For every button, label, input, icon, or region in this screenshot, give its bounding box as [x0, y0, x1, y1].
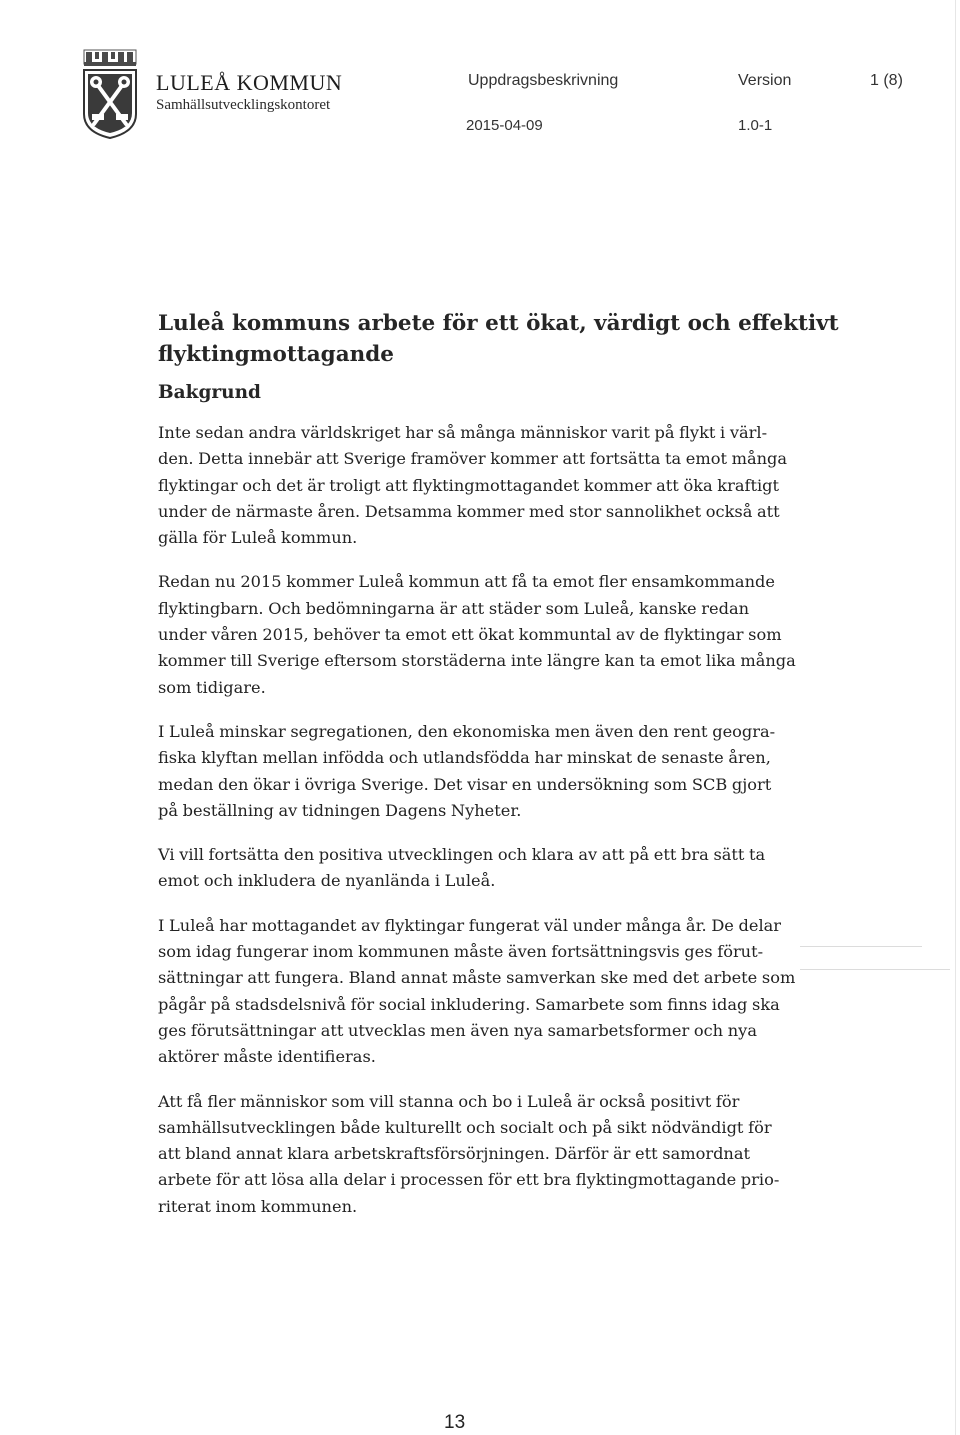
paragraph [158, 842, 818, 895]
scan-artifact-line [800, 969, 950, 970]
text-line: gälla för Luleå kommun. [158, 528, 358, 548]
text-line: som tidigare. [158, 677, 266, 697]
text-line: aktörer måste identifieras. [158, 1047, 376, 1067]
document-body [158, 308, 839, 1238]
text-line: under de närmaste åren. Detsamma kommer med stor sannolikhet också att [158, 501, 780, 521]
title-line: flyktingmottagande [158, 342, 394, 367]
text-line: samhällsutvecklingen både kulturellt och socialt och på sikt nödvändigt för [158, 1117, 772, 1137]
paragraph [158, 1089, 818, 1220]
text-line: riterat inom kommunen. [158, 1196, 358, 1216]
text-line: ges förutsättningar att utvecklas men även nya samarbetsformer och nya [158, 1020, 757, 1040]
document-title [158, 308, 839, 370]
title-line: Luleå kommuns arbete för ett ökat, värdigt och effektivt [158, 311, 839, 336]
text-line: på beställning av tidningen Dagens Nyheter. [158, 800, 522, 820]
organization-name: LULEÅ KOMMUN [156, 70, 343, 95]
text-line: kommer till Sverige eftersom storstäderna inte längre kan ta emot lika många [158, 651, 796, 671]
text-line: Inte sedan andra världskriget har så många människor varit på flykt i värl- [158, 423, 768, 442]
organization-unit: Samhällsutvecklingskontoret [156, 97, 331, 113]
version-label: Version [738, 72, 792, 89]
text-line: som idag fungerar inom kommunen måste även fortsättningsvis ges förut- [158, 942, 764, 962]
scan-artifact-line [800, 946, 922, 947]
text-line: emot och inkludera de nyanlända i Luleå. [158, 871, 496, 891]
lulea-coat-of-arms-icon [80, 48, 140, 140]
scan-edge-line [955, 0, 956, 1435]
page-count: 1 (8) [870, 72, 903, 89]
text-line: I Luleå minskar segregationen, den ekonomiska men även den rent geogra- [158, 721, 776, 741]
text-line: att bland annat klara arbetskraftsförsörjningen. Därför är ett samordnat [158, 1144, 751, 1164]
text-line: Att få fler människor som vill stanna och bo i Luleå är också positivt för [158, 1091, 740, 1111]
text-line: den. Detta innebär att Sverige framöver kommer att fortsätta ta emot många [158, 449, 788, 469]
text-line: Redan nu 2015 kommer Luleå kommun att få ta emot fler ensamkommande [158, 572, 775, 592]
version-value: 1.0-1 [738, 117, 773, 134]
text-line: flyktingbarn. Och bedömningarna är att städer som Luleå, kanske redan [158, 598, 750, 618]
paragraph [158, 569, 818, 700]
text-line: Vi vill fortsätta den positiva utvecklingen och klara av att på ett bra sätt ta [158, 845, 766, 865]
text-line: pågår på stadsdelsnivå för social inkludering. Samarbete som finns idag ska [158, 994, 780, 1014]
paragraph [158, 719, 818, 824]
text-line: fiska klyftan mellan infödda och utlandsfödda har minskat de senaste åren, [158, 748, 771, 768]
document-date: 2015-04-09 [466, 117, 543, 134]
section-heading: Bakgrund [158, 382, 261, 403]
text-line: arbete för att lösa alla delar i processen för ett bra flyktingmottagande prio- [158, 1170, 780, 1190]
page-number: 13 [444, 1412, 466, 1433]
document-type: Uppdragsbeskrivning [468, 72, 619, 89]
paragraph [158, 420, 818, 551]
paragraph [158, 913, 818, 1071]
text-line: sättningar att fungera. Bland annat måste samverkan ske med det arbete som [158, 968, 796, 988]
text-line: under våren 2015, behöver ta emot ett ökat kommuntal av de flyktingar som [158, 625, 782, 645]
text-line: medan den ökar i övriga Sverige. Det visar en undersökning som SCB gjort [158, 774, 772, 794]
text-line: flyktingar och det är troligt att flyktingmottagandet kommer att öka kraftigt [158, 475, 780, 495]
text-line: I Luleå har mottagandet av flyktingar fungerat väl under många år. De delar [158, 915, 782, 935]
